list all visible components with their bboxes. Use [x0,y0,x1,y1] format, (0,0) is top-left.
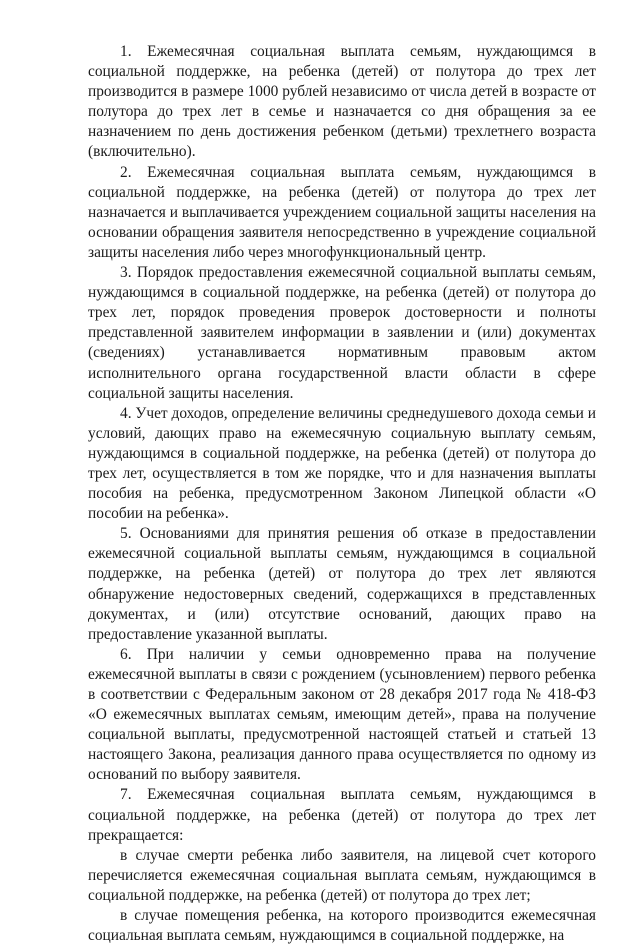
paragraph-1: 1. Ежемесячная социальная выплата семьям, нуждающимся в социальной поддержке, на ребенка (детей) от полутора до трех лет производится в размере 1000 рублей независимо от числа детей в возрасте от полутора до трех лет в семье и назначается со дня обращения за ее назначением по день достижения ребенком (детьми) трехлетнего возраста (включительно). [88,43,596,161]
paragraph-6: 6. При наличии у семьи одновременно права на получение ежемесячной выплаты в связи с рождением (усыновлением) первого ребенка в соответствии с Федеральным законом от 28 декабря 2017 года № 418-ФЗ «О ежемесячных выплатах семьям, имеющим детей», права на получение социальной выплаты, предусмотренной настоящей статьей и статьей 13 настоящего Закона, реализация данного права осуществляется по одному из оснований по выбору заявителя. [88,645,596,784]
paragraph-2: 2. Ежемесячная социальная выплата семьям, нуждающимся в социальной поддержке, на ребенка (детей) от полутора до трех лет назначается и выплачивается учреждением социальной защиты населения на основании обращения заявителя непосредственно в учреждение социальной защиты населения либо через многофункциональный центр. [88,163,596,261]
paragraph-4: 4. Учет доходов, определение величины среднедушевого дохода семьи и условий, дающих право на ежемесячную социальную выплату семьям, нуждающимся в социальной поддержке, на ребенка (детей) от полутора до трех лет, осуществляется в том же порядке, что и для назначения выплаты пособия на ребенка, предусмотренном Законом Липецкой области «О пособии на ребенка». [88,404,596,523]
paragraph-5: 5. Основаниями для принятия решения об отказе в предоставлении ежемесячной социальной выплаты семьям, нуждающимся в социальной поддержке, на ребенка (детей) от полутора до трех лет являются обнаружение недостоверных сведений, содержащихся в представленных документах, и (или) отсутствие оснований, дающих право на предоставление указанной выплаты. [88,525,596,643]
subparagraph-death: в случае смерти ребенка либо заявителя, на лицевой счет которого перечисляется ежемесячная социальная выплата семьям, нуждающимся в социальной поддержке, на ребенка (детей) от полутора до трех лет; [88,846,596,904]
document-page [88,42,596,946]
paragraph-3: 3. Порядок предоставления ежемесячной социальной выплаты семьям, нуждающимся в социальной поддержке, на ребенка (детей) от полутора до трех лет, порядок проведения проверок достоверности и полноты представленной заявителем информации в заявлении и (или) документах (сведениях) устанавливается нормативным правовым актом исполнительного органа государственной власти области в сфере социальной защиты населения. [88,264,596,402]
subparagraph-placement: в случае помещения ребенка, на которого производится ежемесячная социальная выплата семьям, нуждающимся в социальной поддержке, на [88,907,596,945]
paragraph-7: 7. Ежемесячная социальная выплата семьям, нуждающимся в социальной поддержке, на ребенка (детей) от полутора до трех лет прекращается: [88,786,596,844]
